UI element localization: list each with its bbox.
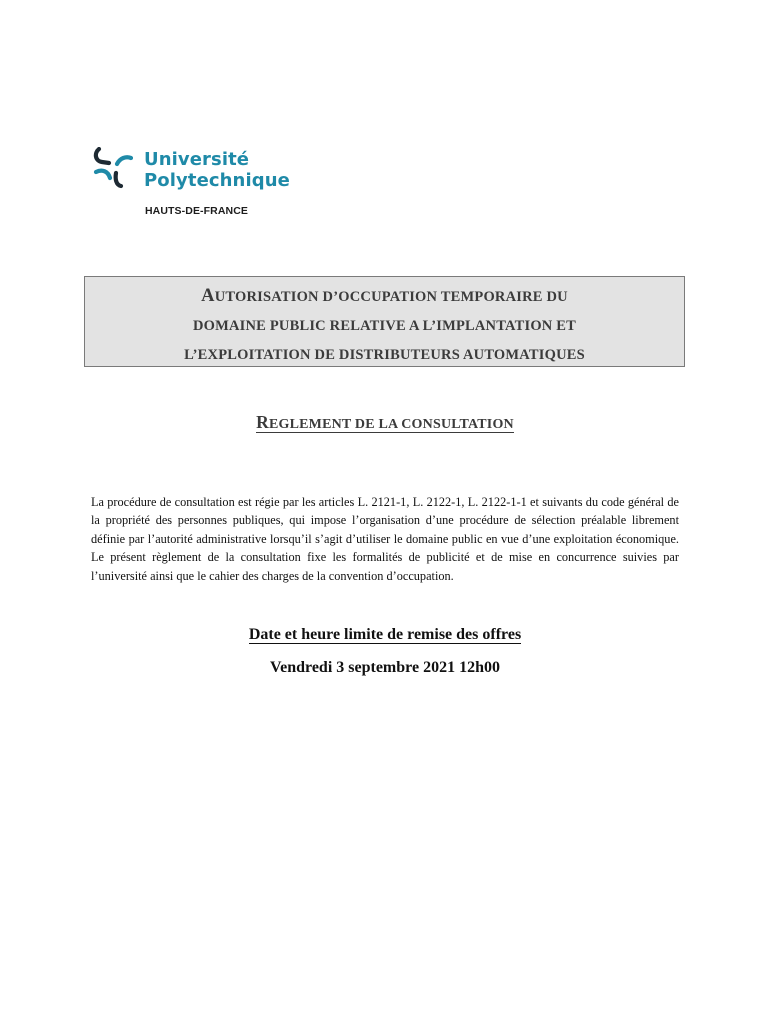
title-line-1-text: UTORISATION D’OCCUPATION TEMPORAIRE DU [214,289,568,305]
title-line-2: DOMAINE PUBLIC RELATIVE A L’IMPLANTATION ET [192,318,577,334]
section-heading-text: EGLEMENT DE LA CONSULTATION [268,417,514,432]
upHf-logo-icon [93,147,133,189]
deadline-title-text: Date et heure limite de remise des offres [248,626,522,643]
title-initial: A [201,286,215,306]
university-logo [93,147,323,219]
deadline-title [0,626,770,644]
deadline-date: Vendredi 3 septembre 2021 12h00 [270,659,500,676]
logo-wordmark [144,149,290,191]
logo-subtitle: HAUTS-DE-FRANCE [145,205,248,217]
title-line-1 [85,282,684,312]
title-line-3: L’EXPLOITATION DE DISTRIBUTEURS AUTOMATIQUES [184,347,585,363]
section-heading-initial: R [256,412,269,432]
logo-line-2: Polytechnique [144,170,290,191]
section-heading [0,412,770,433]
document-title-box [84,276,685,367]
body-paragraph: La procédure de consultation est régie par les articles L. 2121-1, L. 2122-1, L. 2122-1-1 et suivants du code général de la propriété des personnes publiques, qui impose l’organisation d’une procédure de sélection préalable librement définie par l’autorité administrative lorsqu’il s’agit d’utiliser le domaine public en vue d’une exploitation économique. Le présent règlement de la consultation fixe les formalités de publicité et de mise en concurrence suivies par l’université ainsi que le cahier des charges de la convention d’occupation. [91,495,679,583]
logo-line-1: Université [144,149,250,170]
